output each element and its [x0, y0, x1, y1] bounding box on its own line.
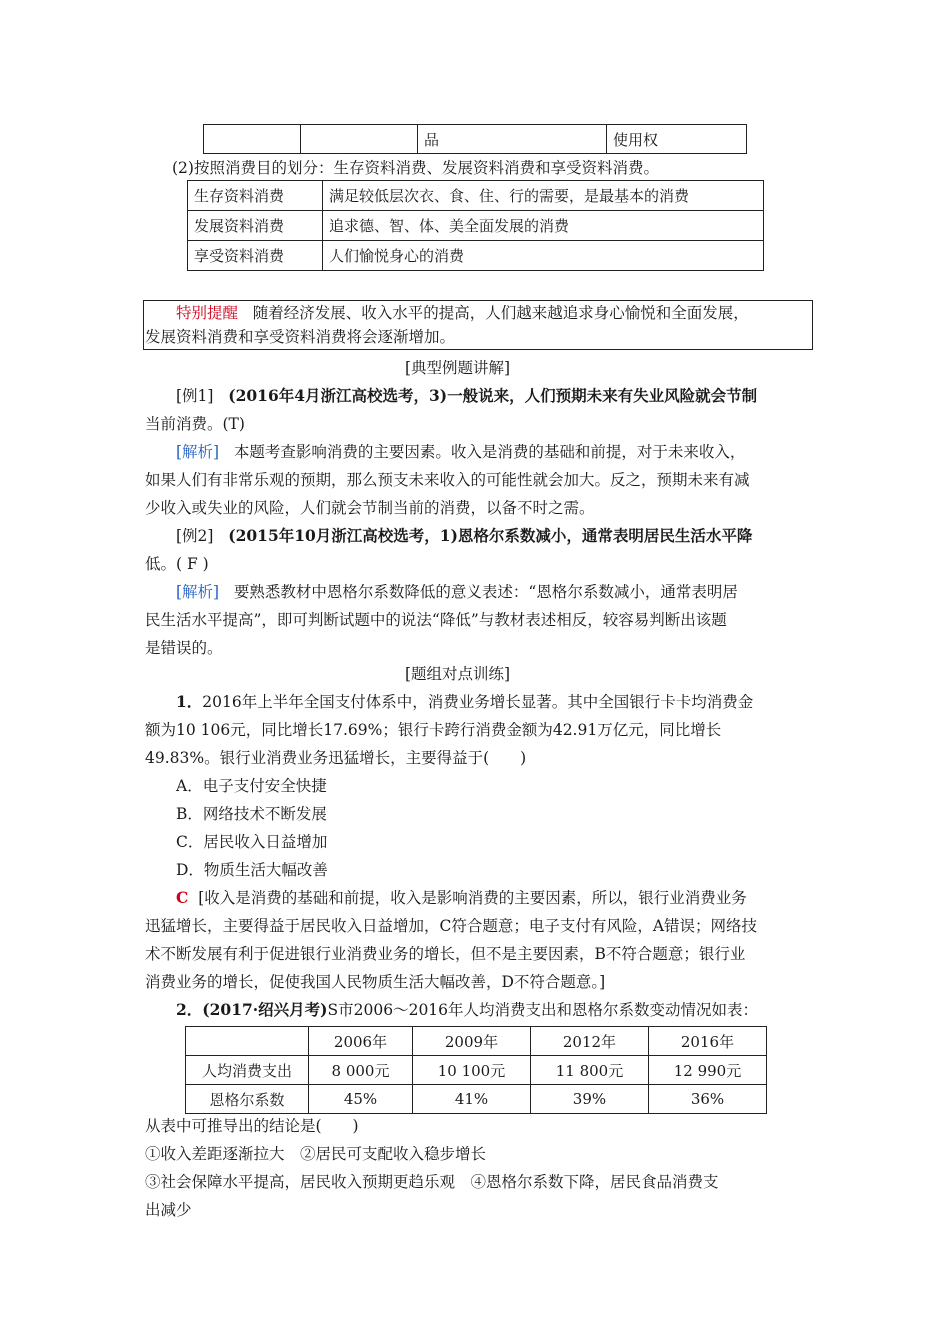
- analysis-label: [解析]: [176, 443, 220, 461]
- purpose-name: 发展资料消费: [188, 211, 323, 241]
- question-2-options-3: 出减少: [145, 1201, 192, 1219]
- question-1-text: 2016年上半年全国支付体系中，消费业务增长显著。其中全国银行卡卡均消费金: [202, 693, 754, 711]
- analysis-1-text: 本题考查影响消费的主要因素。收入是消费的基础和前提，对于未来收入，: [233, 443, 746, 461]
- question-1-explanation-line-1: [176, 888, 747, 908]
- table-cell: 10 100元: [413, 1056, 531, 1085]
- purpose-name: 享受资料消费: [188, 241, 323, 271]
- question-1-explanation-line-2: 迅猛增长，主要得益于居民收入日益增加，C符合题意；电子支付有风险，A错误；网络技: [145, 917, 758, 935]
- top-table-cell: [301, 125, 418, 154]
- question-1-option: D．物质生活大幅改善: [176, 861, 328, 879]
- top-table: [203, 124, 747, 154]
- analysis-1-line-2: 如果人们有非常乐观的预期，那么预支未来收入的可能性就会加大。反之，预期未来有减: [145, 471, 750, 489]
- analysis-label: [解析]: [176, 583, 220, 601]
- question-2-source: (2017·绍兴月考): [202, 1000, 328, 1019]
- purpose-desc: 人们愉悦身心的消费: [323, 241, 764, 271]
- question-1-option: B．网络技术不断发展: [176, 805, 327, 823]
- reminder-label: 特别提醒: [176, 304, 239, 322]
- table-cell: 41%: [413, 1085, 531, 1114]
- purpose-line: (2)按照消费目的划分：生存资料消费、发展资料消费和享受资料消费。: [172, 159, 659, 177]
- question-1-line-3: 49.83%。银行业消费业务迅猛增长，主要得益于( ): [145, 749, 527, 767]
- data-table: [185, 1026, 767, 1114]
- section-heading-practice: [题组对点训练]: [405, 665, 511, 683]
- example-1-text: (2016年4月浙江高校选考，3)一般说来，人们预期未来有失业风险就会节制: [228, 386, 758, 405]
- table-cell: 11 800元: [530, 1056, 648, 1085]
- question-1-answer: C: [176, 888, 189, 907]
- top-table-text: 品: [424, 130, 440, 149]
- table-header-cell: 2009年: [413, 1027, 531, 1056]
- analysis-2-line-1: [176, 582, 738, 602]
- question-1-explanation: [收入是消费的基础和前提，收入是影响消费的主要因素，所以，银行业消费业务: [198, 889, 747, 907]
- question-1-option: A．电子支付安全快捷: [176, 777, 327, 795]
- question-1-line-1: [176, 692, 753, 712]
- question-2-options-1: ①收入差距逐渐拉大 ②居民可支配收入稳步增长: [145, 1145, 487, 1163]
- table-header-cell: 2006年: [309, 1027, 413, 1056]
- top-table-cell: [607, 125, 747, 154]
- question-2-prompt: 从表中可推导出的结论是( ): [145, 1117, 359, 1135]
- table-header-cell: [186, 1027, 309, 1056]
- purpose-name: 生存资料消费: [188, 181, 323, 211]
- example-1-line-1: [176, 386, 757, 406]
- table-cell: 8 000元: [309, 1056, 413, 1085]
- question-1-explanation-line-4: 消费业务的增长，促使我国人民物质生活大幅改善，D不符合题意。]: [145, 973, 606, 991]
- top-table-cell: [418, 125, 607, 154]
- analysis-2-line-3: 是错误的。: [145, 639, 223, 657]
- purpose-desc: 满足较低层次衣、食、住、行的需要，是最基本的消费: [323, 181, 764, 211]
- table-cell: 12 990元: [648, 1056, 766, 1085]
- example-2-tag: [例2]: [176, 527, 214, 545]
- section-heading-examples: [典型例题讲解]: [405, 359, 511, 377]
- table-cell: 39%: [530, 1085, 648, 1114]
- question-2-options-2: ③社会保障水平提高，居民收入预期更趋乐观 ④恩格尔系数下降，居民食品消费支: [145, 1173, 719, 1191]
- question-2-text: S市2006～2016年人均消费支出和恩格尔系数变动情况如表：: [327, 1001, 759, 1019]
- table-cell: 36%: [648, 1085, 766, 1114]
- table-cell: 45%: [309, 1085, 413, 1114]
- purpose-table: [187, 180, 764, 271]
- analysis-2-line-2: 民生活水平提高”，即可判断试题中的说法“降低”与教材表述相反，较容易判断出该题: [145, 611, 727, 629]
- example-2-line-1: [176, 526, 752, 546]
- example-1-line-2: 当前消费。(T): [145, 415, 245, 433]
- reminder-line-1: [176, 303, 749, 323]
- purpose-desc: 追求德、智、体、美全面发展的消费: [323, 211, 764, 241]
- analysis-2-text: 要熟悉教材中恩格尔系数降低的意义表述：“恩格尔系数减小，通常表明居: [233, 583, 738, 601]
- top-table-text: 使用权: [613, 130, 659, 149]
- table-header-cell: 2012年: [530, 1027, 648, 1056]
- analysis-1-line-3: 少收入或失业的风险，人们就会节制当前的消费，以备不时之需。: [145, 499, 595, 517]
- question-2-number: 2．: [176, 1000, 203, 1019]
- top-table-cell: [204, 125, 301, 154]
- reminder-line-2: 发展资料消费和享受资料消费将会逐渐增加。: [145, 328, 456, 346]
- question-1-explanation-line-3: 术不断发展有利于促进银行业消费业务的增长，但不是主要因素，B不符合题意；银行业: [145, 945, 746, 963]
- question-1-line-2: 额为10 106元，同比增长17.69%；银行卡跨行消费金额为42.91万亿元，同比增长: [145, 721, 722, 739]
- example-2-text: (2015年10月浙江高校选考，1)恩格尔系数减小，通常表明居民生活水平降: [228, 526, 753, 545]
- question-1-option: C．居民收入日益增加: [176, 833, 328, 851]
- example-2-line-2: 低。( F ): [145, 555, 209, 573]
- reminder-text: 随着经济发展、收入水平的提高，人们越来越追求身心愉悦和全面发展，: [252, 304, 749, 322]
- analysis-1-line-1: [176, 442, 745, 462]
- table-cell: 人均消费支出: [186, 1056, 309, 1085]
- table-header-cell: 2016年: [648, 1027, 766, 1056]
- table-cell: 恩格尔系数: [186, 1085, 309, 1114]
- example-1-tag: [例1]: [176, 387, 214, 405]
- question-2-line-1: [176, 1000, 758, 1020]
- question-1-number: 1．: [176, 692, 203, 711]
